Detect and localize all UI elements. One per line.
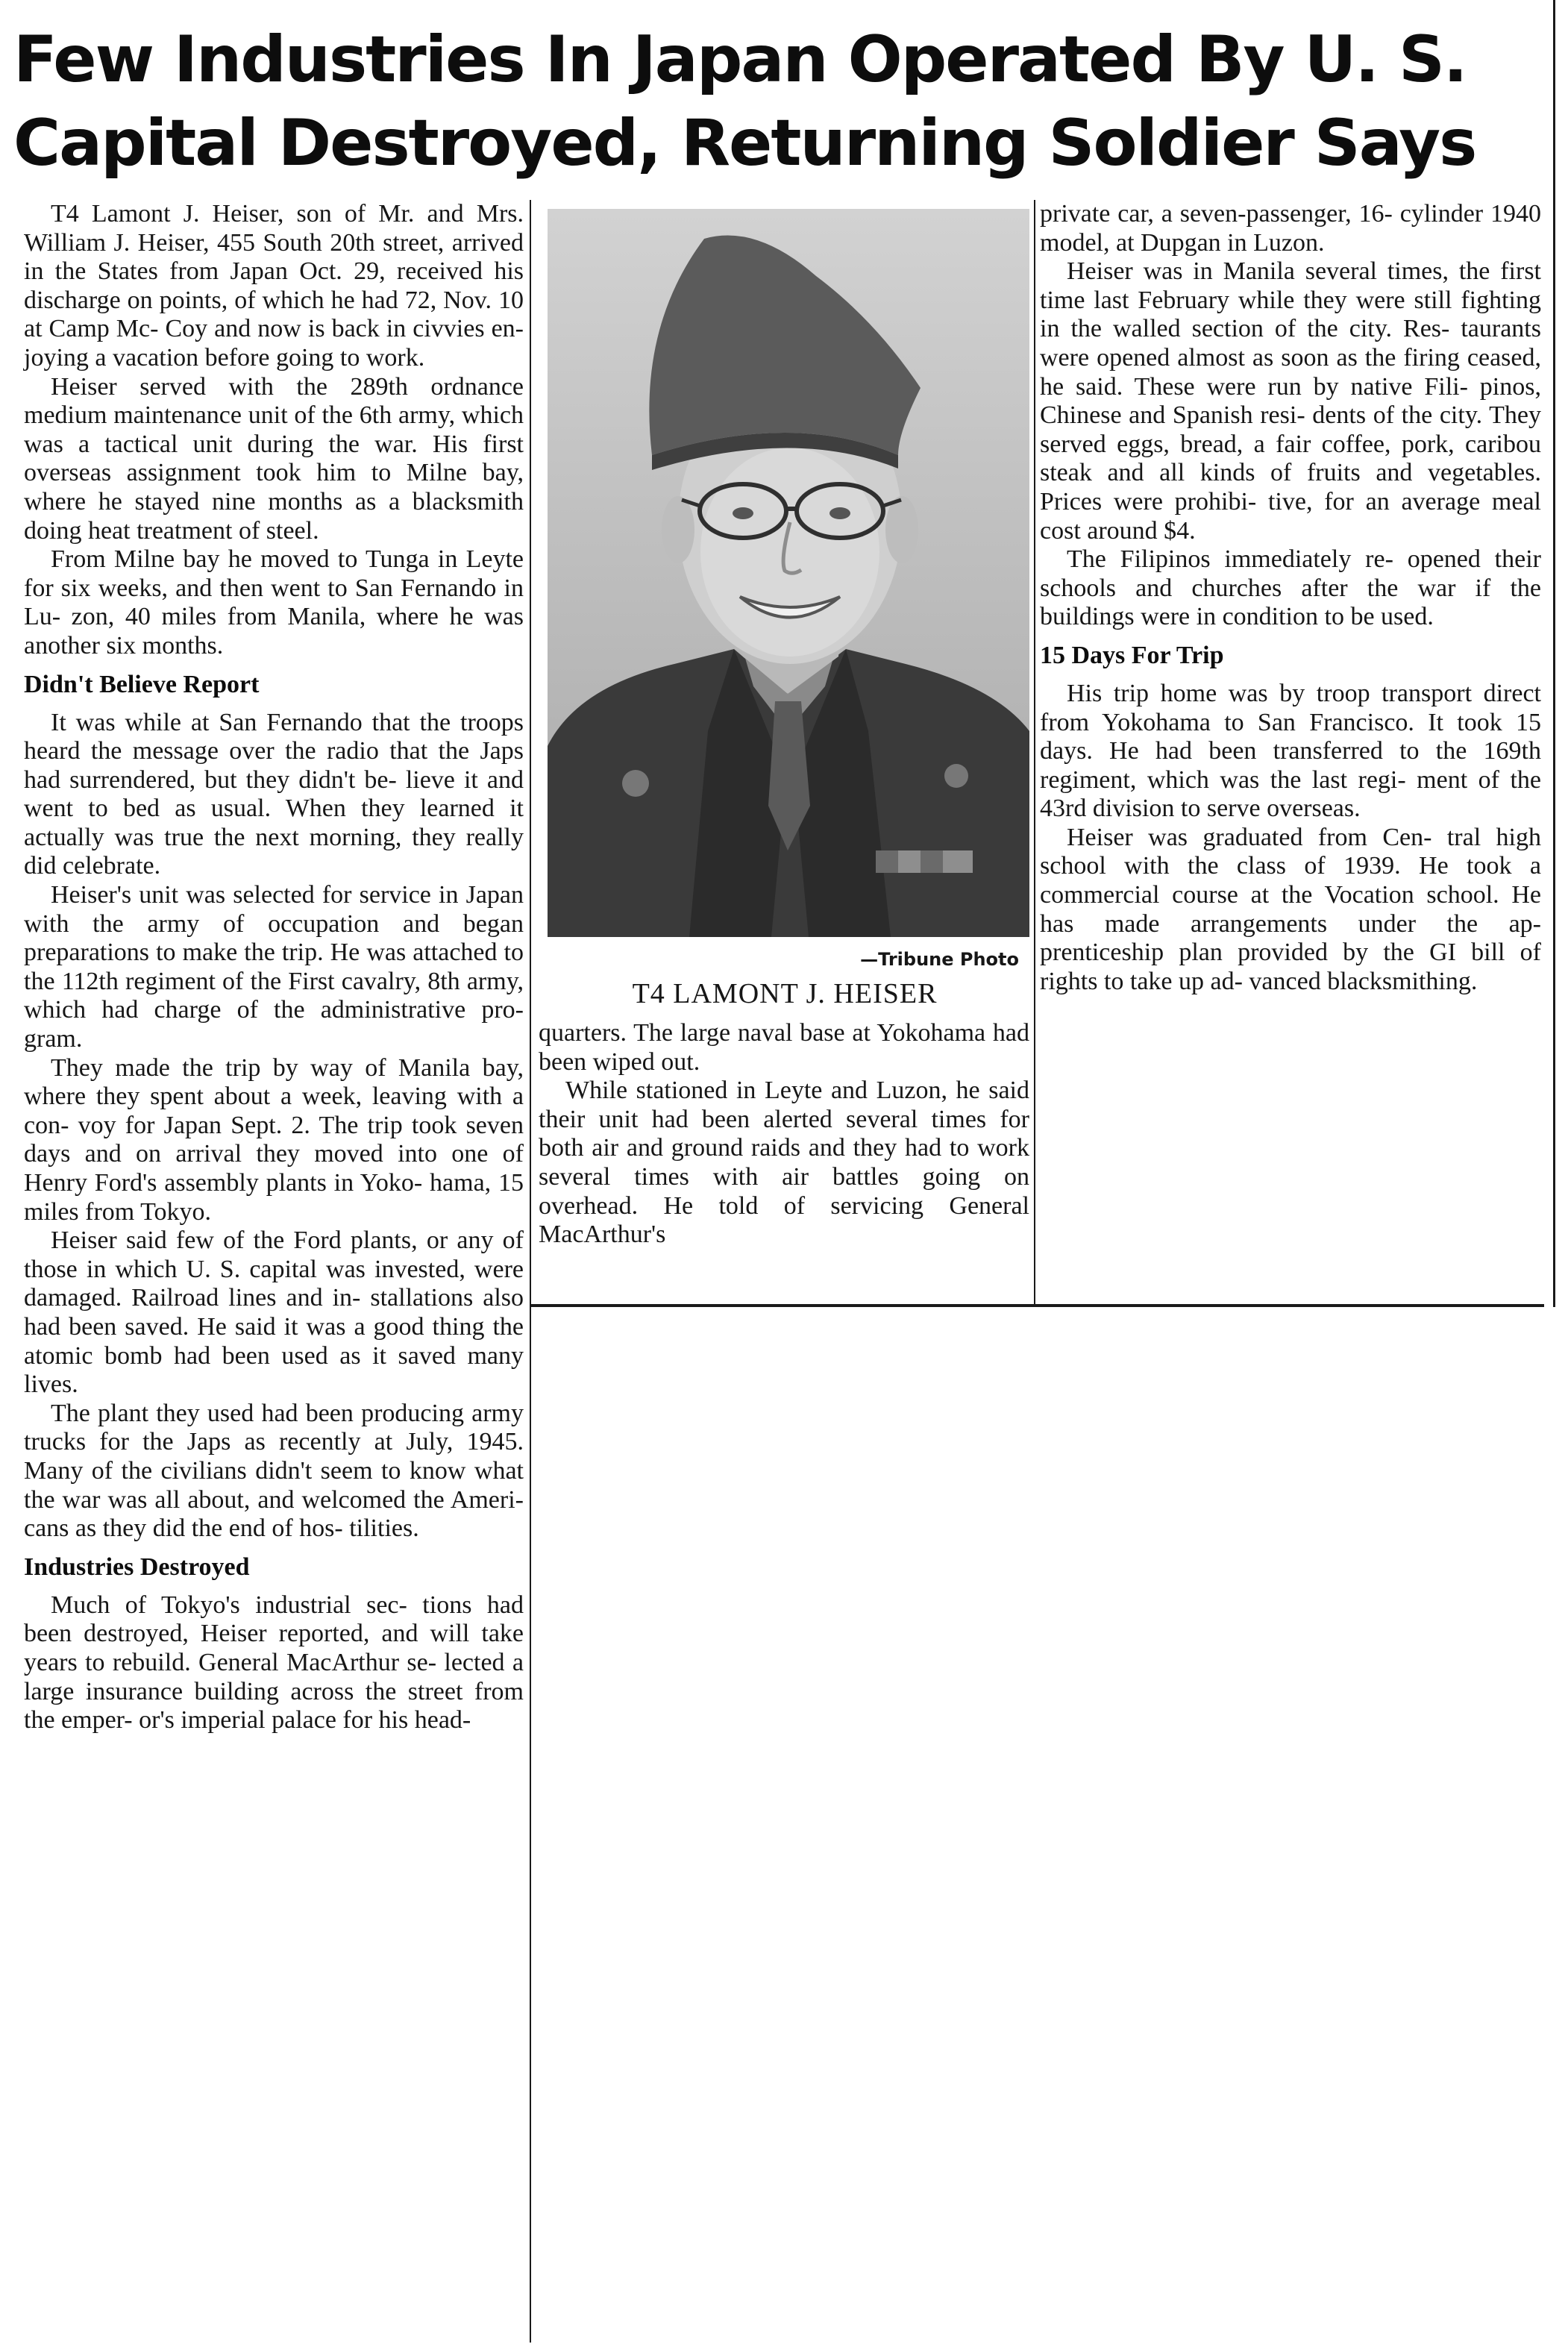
article-paragraph: It was while at San Fernando that the troops heard the message over the radio that the Japs had surrendered, but they didn't be- lieve it and went to bed as usual. When they learned it actually was true the next morning, they really did celebrate. [24, 708, 524, 880]
article-paragraph: They made the trip by way of Manila bay, where they spent about a week, leaving with a con- voy for Japan Sept. 2. The trip took seven days and on arrival they moved into one of Henry Ford's assembly plants in Yoko- hama, 15 miles from Tokyo. [24, 1053, 524, 1226]
subheading-industries-destroyed: Industries Destroyed [24, 1552, 250, 1581]
article-paragraph: private car, a seven-passenger, 16- cylinder 1940 model, at Dupgan in Luzon. [1040, 200, 1541, 257]
headline-line-1: Few Industries In Japan Operated By U. S. [13, 22, 1467, 97]
subheading-15-days-for-trip: 15 Days For Trip [1040, 641, 1224, 669]
article-paragraph: His trip home was by troop transport direct from Yokohama to San Francisco. It took 15 days. He had been transferred to the 169th regiment, which was the last regi- ment of the 43rd division to serve overseas. [1040, 679, 1541, 823]
section-rule-bottom [530, 1304, 1544, 1307]
page-edge-rule [1553, 0, 1555, 1307]
article-paragraph: While stationed in Leyte and Luzon, he said their unit had been alerted several times for both air and ground raids and they had to work several times with air battles going on overhead. He told of servicing General MacArthur's [539, 1077, 1029, 1249]
article-paragraph: Heiser served with the 289th ordnance medium maintenance unit of the 6th army, which was a tactical unit during the war. His first overseas assignment took him to Milne bay, where he stayed nine months as a blacksmith doing heat treatment of steel. [24, 372, 524, 545]
article-paragraph: From Milne bay he moved to Tunga in Leyte for six weeks, and then went to San Fernando in Lu- zon, 40 miles from Manila, where he was another six months. [24, 545, 524, 659]
article-paragraph: T4 Lamont J. Heiser, son of Mr. and Mrs. William J. Heiser, 455 South 20th street, arrived in the States from Japan Oct. 29, received his discharge on points, of which he had 72, Nov. 10 at Camp Mc- Coy and now is back in civvies en- joying a vacation before going to work. [24, 200, 524, 372]
photo-caption: T4 LAMONT J. HEISER [632, 978, 938, 1009]
article-paragraph: Heiser said few of the Ford plants, or any of those in which U. S. capital was invested, were damaged. Railroad lines and in- stallations also had been saved. He said it was a good thing the atomic bomb had been used as it saved many lives. [24, 1226, 524, 1399]
article-paragraph: Heiser was in Manila several times, the first time last February while they were still fighting in the walled section of the city. Res- taurants were opened almost as soon as the firing ceased, he said. These were run by native Fili- pinos, Chinese and Spanish resi- dents of the city. They served eggs, bread, a fair coffee, pork, caribou steak and all kinds of fruits and vegetables. Prices were prohibi- tive, for an average meal cost around $4. [1040, 257, 1541, 545]
article-paragraph: Heiser was graduated from Cen- tral high school with the class of 1939. He took a commercial course at the Vocation school. He has made arrangements under the ap- prenticeship plan provided by the GI bill of rights to take up ad- vanced blacksmithing. [1040, 823, 1541, 995]
soldier-portrait-photo [548, 209, 1029, 937]
photo-credit: —Tribune Photo [860, 949, 1019, 970]
article-column-3 [1040, 200, 1541, 1300]
subheading-didnt-believe-report: Didn't Believe Report [24, 670, 260, 698]
article-paragraph: Much of Tokyo's industrial sec- tions had been destroyed, Heiser reported, and will take years to rebuild. General MacArthur se- lected a large insurance building across the street from the emper- or's imperial palace for his head- [24, 1591, 524, 1735]
column-rule-right [1034, 200, 1035, 1304]
article-column-1 [24, 200, 524, 2343]
article-paragraph: The plant they used had been producing army trucks for the Japs as recently at July, 1945. Many of the civilians didn't seem to know what the war was all about, and welcomed the Ameri- cans as they did the end of hos- tilities. [24, 1399, 524, 1543]
headline-line-2: Capital Destroyed, Returning Soldier Says [13, 106, 1476, 181]
article-paragraph: The Filipinos immediately re- opened their schools and churches after the war if the buildings were in condition to be used. [1040, 545, 1541, 631]
column-rule-left [530, 200, 531, 2343]
photo-block [540, 209, 1029, 1015]
article-paragraph: quarters. The large naval base at Yokohama had been wiped out. [539, 1019, 1029, 1076]
soldier-portrait-illustration [548, 209, 1029, 937]
headline [13, 18, 1476, 185]
article-column-2 [539, 1019, 1029, 1297]
article-paragraph: Heiser's unit was selected for service in Japan with the army of occupation and began preparations to make the trip. He was attached to the 112th regiment of the First cavalry, 8th army, which had charge of the administrative pro- gram. [24, 881, 524, 1053]
